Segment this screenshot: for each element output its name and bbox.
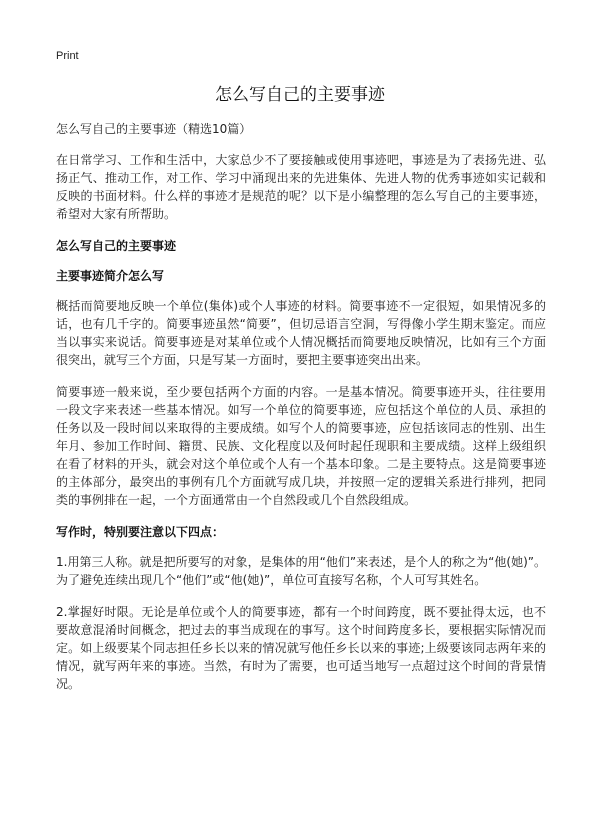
section-heading-intro: 主要事迹简介怎么写: [56, 269, 165, 283]
body-paragraph-1: 概括而简要地反映一个单位(集体)或个人事迹的材料。简要事迹不一定很短，如果情况多的话，也有几千字的。简要事迹虽然“简要”，但切忌语言空洞，写得像小学生期末鉴定。而应当以事实来说话。简要事迹是对某单位或个人情况概括而简要地反映情况，比如有三个方面很突出，就写三个方面，只是写某一方面时，要把主要事迹突出出来。: [56, 299, 546, 367]
intro-paragraph: 在日常学习、工作和生活中，大家总少不了要接触或使用事迹吧，事迹是为了表扬先进、弘扬正气、推动工作，对工作、学习中涌现出来的先进集体、先进人物的优秀事迹如实记载和反映的书面材料。什么样的事迹才是规范的呢？以下是小编整理的怎么写自己的主要事迹，希望对大家有所帮助。: [56, 153, 546, 221]
body-paragraph-2: 简要事迹一般来说，至少要包括两个方面的内容。一是基本情况。简要事迹开头，往往要用一段文字来表述一些基本情况。如写一个单位的简要事迹，应包括这个单位的人员、承担的任务以及一段时间以来取得的主要成绩。如写个人的简要事迹，应包括该同志的性别、出生年月、参加工作时间、籍贯、民族、文化程度以及何时起任现职和主要成绩。这样上级组织在看了材料的开头，就会对这个单位或个人有一个基本印象。二是主要特点。这是简要事迹的主体部分，最突出的事例有几个方面就写成几块，并按照一定的逻辑关系进行排列，把同类的事例排在一起，一个方面通常由一个自然段或几个自然段组成。: [56, 385, 546, 507]
article-subtitle: 怎么写自己的主要事迹（精选10篇）: [56, 122, 252, 136]
article-body: [56, 119, 546, 707]
print-link[interactable]: Print: [56, 50, 79, 62]
section-heading-notes: 写作时，特别要注意以下四点：: [56, 525, 225, 539]
note-point-2: 2.掌握好时限。无论是单位或个人的简要事迹，都有一个时间跨度，既不要扯得太远，也不要故意混淆时间概念，把过去的事当成现在的事写。这个时间跨度多长，要根据实际情况而定。如上级要某个同志担任乡长以来的情况就写他任乡长以来的事迹;上级要该同志两年来的情况，就写两年来的事迹。当然，有时为了需要，也可适当地写一点超过这个时间的背景情况。: [56, 605, 546, 691]
page-title: 怎么写自己的主要事迹: [215, 85, 385, 105]
section-heading-main: 怎么写自己的主要事迹: [56, 239, 177, 253]
note-point-1: 1.用第三人称。就是把所要写的对象，是集体的用“他们”来表述，是个人的称之为“他(她)”。为了避免连续出现几个“他们”或“他(她)”，单位可直接写名称，个人可写其姓名。: [56, 555, 546, 587]
